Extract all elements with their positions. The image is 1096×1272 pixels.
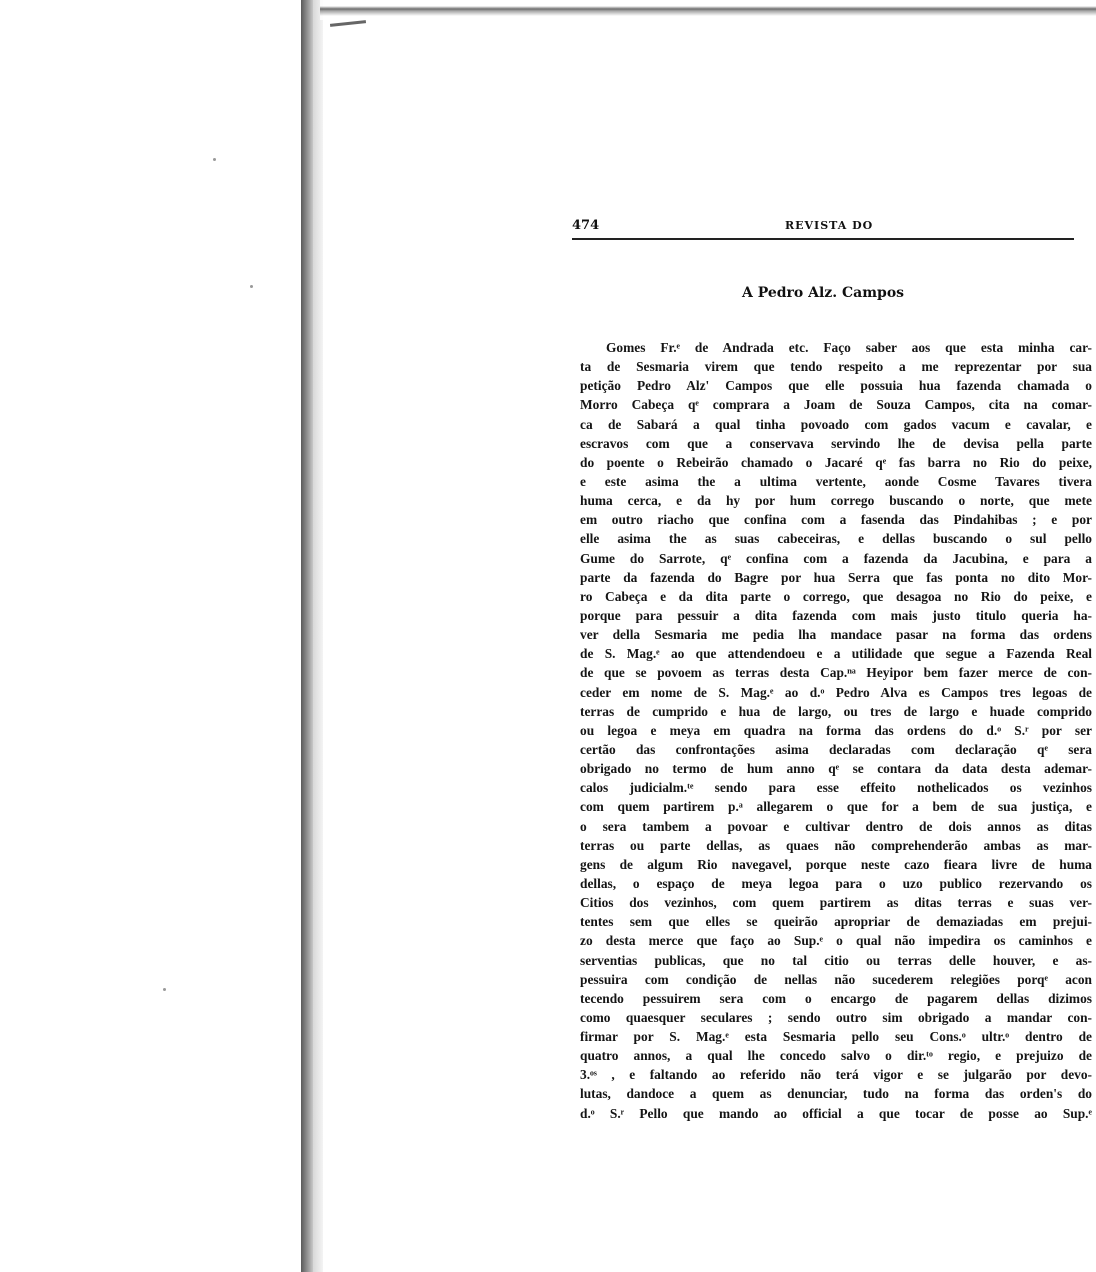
scan-speck xyxy=(250,285,253,288)
text-line: de S. Mag.ᵉ ao que attendendoeu e a utilidade que segue a Fazenda Real xyxy=(580,646,1092,662)
text-line: de que se povoem as terras desta Cap.ⁿᵃ Heyipor bem fazer merce de con- xyxy=(580,665,1092,681)
text-line: petição Pedro Alz' Campos que elle possuia hua fazenda chamada o xyxy=(580,378,1092,394)
text-line: obrigado no termo de hum anno qᵉ se contara da data desta ademar- xyxy=(580,761,1092,777)
binding-highlight xyxy=(313,0,323,1272)
text-line: serventias publicas, que no tal citio ou terras delle houver, e as- xyxy=(580,952,1092,968)
text-line: e este asima the a ultima vertente, aonde Cosme Tavares tivera xyxy=(580,473,1092,489)
scan-speck xyxy=(213,158,216,161)
text-line: calos judicialm.ᵗᵉ sendo para esse effeito nothelicados os vezinhos xyxy=(580,780,1092,796)
text-line: tecendo pessuirem sera com o encargo de pagarem dellas dizimos xyxy=(580,990,1092,1006)
running-head: REVISTA DO xyxy=(785,219,874,232)
text-line: com quem partirem p.ᵃ allegarem o que for a bem de sua justiça, e xyxy=(580,799,1092,815)
header-rule xyxy=(572,238,1074,240)
text-line: ta de Sesmaria virem que tendo respeito a me reprezentar por sua xyxy=(580,359,1092,375)
text-line: escravos com que a conservava servindo lhe de devisa pella parte xyxy=(580,435,1092,451)
text-line: terras de cumprido e hua de largo, ou tres de largo e huade comprido xyxy=(580,703,1092,719)
body-text xyxy=(580,338,1092,1123)
text-line: dellas, o espaço de meya legoa para o uzo publico rezervando os xyxy=(580,875,1092,891)
scan-mark xyxy=(330,20,366,27)
top-edge-shadow xyxy=(320,0,1096,20)
page-number: 474 xyxy=(572,218,600,233)
text-line: elle asima the as suas cabeceiras, e dellas buscando o sul pello xyxy=(580,531,1092,547)
text-line: lutas, dandoce a quem as denunciar, tudo na forma das orden's do xyxy=(580,1086,1092,1102)
text-line: Citios dos vezinhos, com quem partirem as ditas terras e suas ver- xyxy=(580,895,1092,911)
text-line: d.ᵒ S.ʳ Pello que mando ao official a que tocar de posse ao Sup.ᵉ xyxy=(580,1105,1092,1121)
scan-speck xyxy=(163,988,166,991)
text-line: huma cerca, e da hy por hum corrego buscando o norte, que mete xyxy=(580,493,1092,509)
text-line: terras ou parte dellas, as quaes não comprehenderão ambas as mar- xyxy=(580,837,1092,853)
text-line: Gume do Sarrote, qᵉ confina com a fazenda da Jacubina, e para a xyxy=(580,550,1092,566)
text-line: pessuira com condição de nellas não sucederem relegiões porqᵉ acon xyxy=(580,971,1092,987)
text-line: porque para pessuir a dita fazenda com mais justo titulo queria ha- xyxy=(580,607,1092,623)
text-line: 3.ᵒˢ , e faltando ao referido não terá vigor e se julgarão por devo- xyxy=(580,1067,1092,1083)
text-line: Gomes Fr.ᵉ de Andrada etc. Faço saber aos que esta minha car- xyxy=(606,340,1092,355)
text-line: em outro riacho que confina com a fasenda das Pindahibas ; e por xyxy=(580,512,1092,528)
text-line: zo desta merce que faço ao Sup.ᵉ o qual não impedira os caminhos e xyxy=(580,933,1092,949)
binding-shadow xyxy=(301,0,313,1272)
text-line: quatro annos, a qual lhe concedo salvo o dir.ᵗᵒ regio, e prejuizo de xyxy=(580,1048,1092,1064)
text-line: tentes sem que elles se queirão apropriar de demaziadas em prejui- xyxy=(580,914,1092,930)
text-line: gens de algum Rio navegavel, porque neste cazo fieara livre de huma xyxy=(580,856,1092,872)
text-line: ca de Sabará a qual tinha povoado com gados vacum e cavalar, e xyxy=(580,416,1092,432)
text-line: certão das confrontações asima declaradas com declaração qᵉ sera xyxy=(580,741,1092,757)
text-line: ver della Sesmaria me pedia lha mandace pasar na forma das ordens xyxy=(580,627,1092,643)
text-line: do poente o Rebeirão chamado o Jacaré qᵉ fas barra no Rio do peixe, xyxy=(580,454,1092,470)
text-line: Morro Cabeça qᵉ comprara a Joam de Souza Campos, cita na comar- xyxy=(580,397,1092,413)
text-line: ro Cabeça e da dita parte o corrego, que desagoa no Rio do peixe, e xyxy=(580,588,1092,604)
text-line: ceder em nome de S. Mag.ᵉ ao d.ᵒ Pedro Alva es Campos tres legoas de xyxy=(580,684,1092,700)
text-line: parte da fazenda do Bagre por hua Serra que fas ponta no dito Mor- xyxy=(580,569,1092,585)
text-line: como quaesquer seculares ; sendo outro sim obrigado a mandar con- xyxy=(580,1009,1092,1025)
text-line: o sera tambem a povoar e cultivar dentro de dois annos as ditas xyxy=(580,818,1092,834)
text-line: firmar por S. Mag.ᵉ esta Sesmaria pello seu Cons.ᵒ ultr.ᵒ dentro de xyxy=(580,1029,1092,1045)
text-line: ou legoa e meya em quadra na forma das ordens do d.ᵒ S.ʳ por ser xyxy=(580,722,1092,738)
section-title: A Pedro Alz. Campos xyxy=(741,285,905,301)
page-header xyxy=(572,216,1074,238)
